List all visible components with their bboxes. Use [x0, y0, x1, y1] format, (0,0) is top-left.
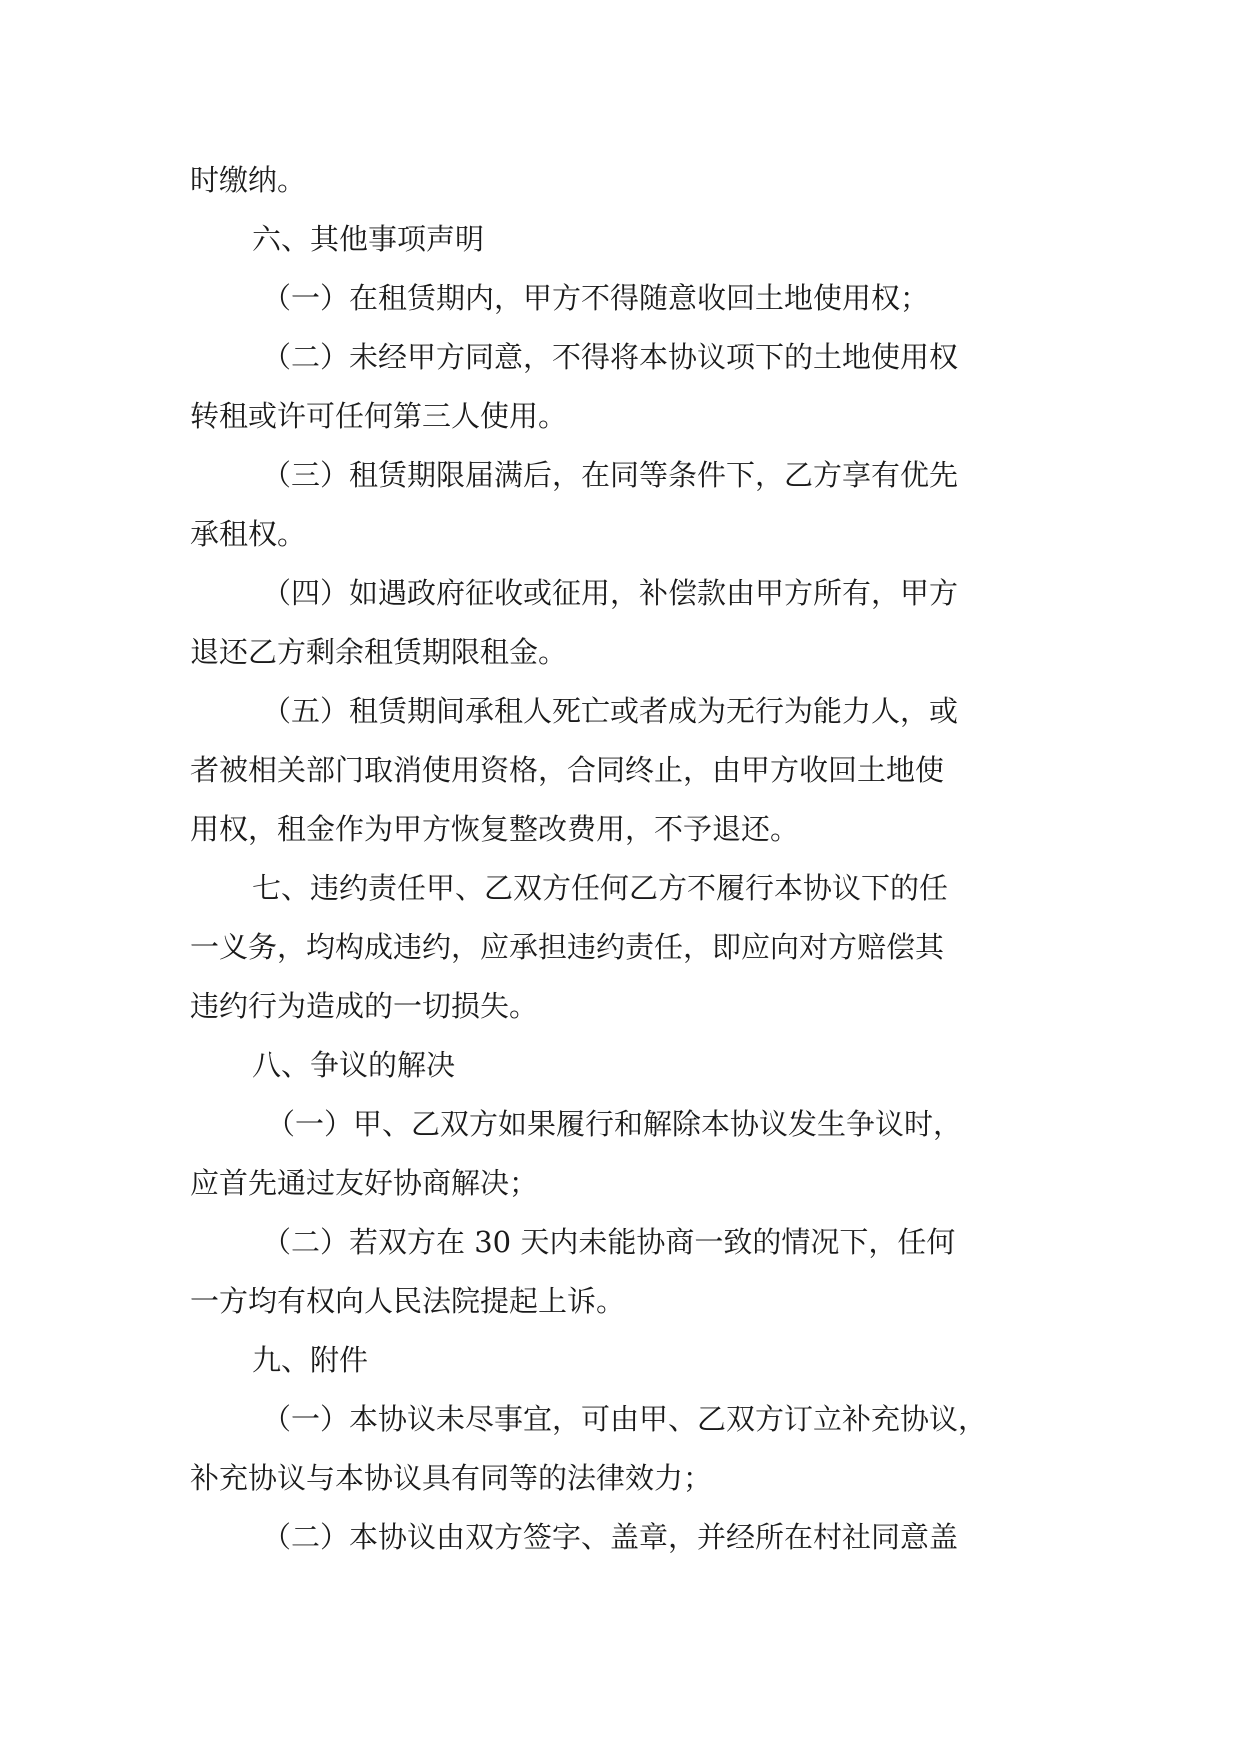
- section-heading-6: 六、其他事项声明: [252, 222, 485, 256]
- paragraph-line: （三）租赁期限届满后，在同等条件下，乙方享有优先: [262, 458, 959, 492]
- paragraph-line: 用权，租金作为甲方恢复整改费用，不予退还。: [190, 812, 800, 846]
- paragraph-line: 退还乙方剩余租赁期限租金。: [190, 635, 568, 669]
- paragraph-line: 应首先通过友好协商解决；: [190, 1166, 539, 1200]
- paragraph-line: （二）本协议由双方签字、盖章，并经所在村社同意盖: [262, 1520, 959, 1554]
- paragraph-line: 时缴纳。: [190, 163, 307, 197]
- section-heading-8: 八、争议的解决: [252, 1048, 456, 1082]
- paragraph-line: 转租或许可任何第三人使用。: [190, 399, 568, 433]
- paragraph-line: （一）在租赁期内，甲方不得随意收回土地使用权；: [262, 281, 930, 315]
- paragraph-line: 者被相关部门取消使用资格，合同终止，由甲方收回土地使: [190, 753, 945, 787]
- paragraph-line: （二）未经甲方同意，不得将本协议项下的土地使用权: [262, 340, 959, 374]
- paragraph-line: （四）如遇政府征收或征用，补偿款由甲方所有，甲方: [262, 576, 959, 610]
- paragraph-line: 违约行为造成的一切损失。: [190, 989, 539, 1023]
- paragraph-line: 一义务，均构成违约，应承担违约责任，即应向对方赔偿其: [190, 930, 945, 964]
- paragraph-line: （一）本协议未尽事宜，可由甲、乙双方订立补充协议，: [262, 1402, 988, 1436]
- paragraph-line: 一方均有权向人民法院提起上诉。: [190, 1284, 626, 1318]
- paragraph-line: （五）租赁期间承租人死亡或者成为无行为能力人，或: [262, 694, 959, 728]
- paragraph-line: 补充协议与本协议具有同等的法律效力；: [190, 1461, 713, 1495]
- section-heading-7: 七、违约责任甲、乙双方任何乙方不履行本协议下的任: [252, 871, 949, 905]
- section-heading-9: 九、附件: [252, 1343, 369, 1377]
- paragraph-line: 承租权。: [190, 517, 307, 551]
- paragraph-line: （二）若双方在 30 天内未能协商一致的情况下，任何: [262, 1225, 956, 1259]
- paragraph-line: （一）甲、乙双方如果履行和解除本协议发生争议时，: [266, 1107, 963, 1141]
